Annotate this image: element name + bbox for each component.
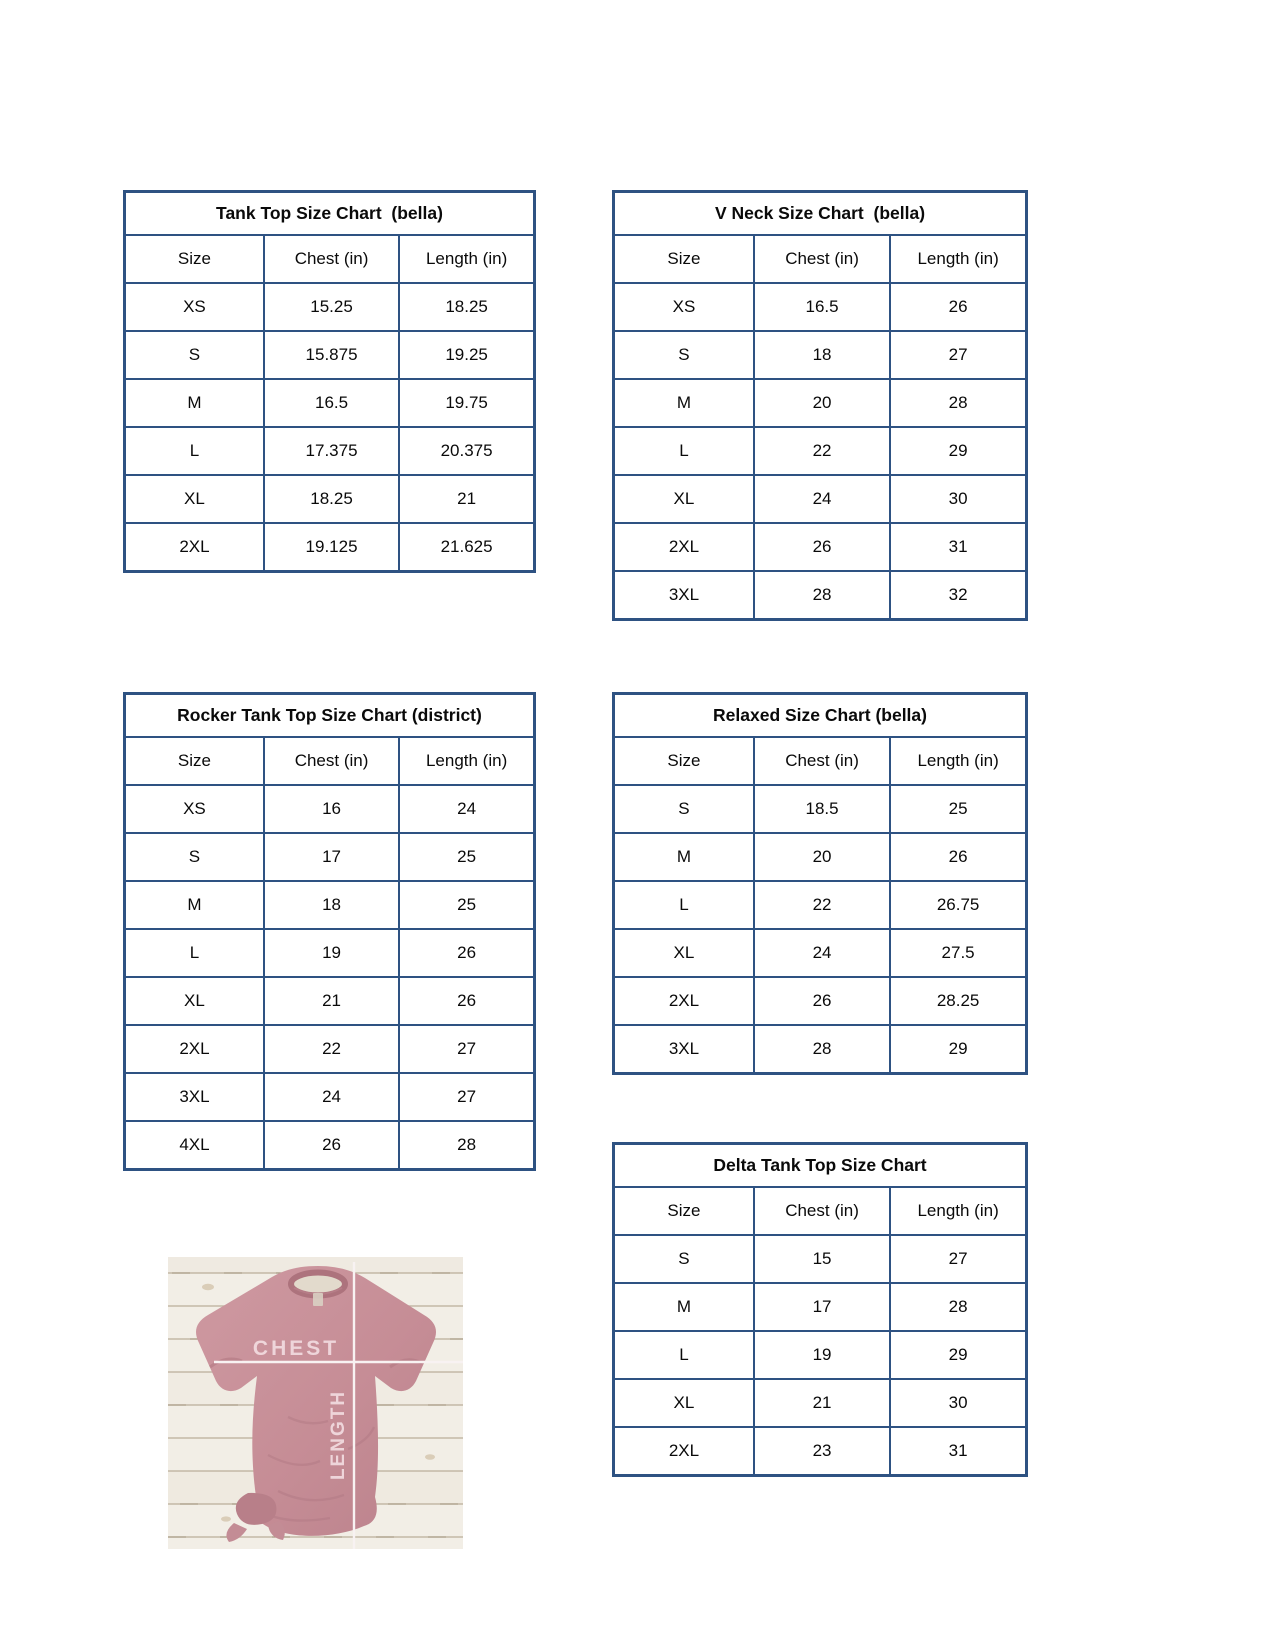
- length-cell: 27: [890, 331, 1026, 379]
- tshirt-collar: [291, 1273, 345, 1296]
- size-cell: M: [614, 833, 754, 881]
- size-cell: 2XL: [614, 1427, 754, 1476]
- length-cell: 29: [890, 1025, 1026, 1074]
- size-cell: 4XL: [125, 1121, 264, 1170]
- table-row: [614, 1427, 1027, 1476]
- table-row: [125, 1025, 535, 1073]
- neck-tag: [313, 1293, 323, 1306]
- length-cell: 32: [890, 571, 1026, 620]
- table-row: [614, 1283, 1027, 1331]
- table-row: [125, 833, 535, 881]
- table-rocker-tank-district: [123, 692, 536, 1171]
- table-relaxed-bella: [612, 692, 1028, 1075]
- chest-cell: 16.5: [754, 283, 890, 331]
- table-row: [614, 523, 1027, 571]
- size-cell: XL: [614, 475, 754, 523]
- chest-cell: 19.125: [264, 523, 399, 572]
- length-cell: 19.25: [399, 331, 534, 379]
- length-cell: 28: [399, 1121, 534, 1170]
- chest-cell: 23: [754, 1427, 890, 1476]
- table-v-neck-bella: [612, 190, 1028, 621]
- header-row: [614, 235, 1027, 283]
- size-cell: S: [614, 1235, 754, 1283]
- chest-cell: 18: [754, 331, 890, 379]
- column-header: Size: [614, 737, 754, 785]
- header-row: [614, 737, 1027, 785]
- size-cell: 3XL: [614, 1025, 754, 1074]
- length-cell: 29: [890, 427, 1026, 475]
- chest-cell: 16: [264, 785, 399, 833]
- chest-cell: 24: [264, 1073, 399, 1121]
- table-row: [614, 1331, 1027, 1379]
- chest-cell: 22: [754, 881, 890, 929]
- length-cell: 26: [399, 977, 534, 1025]
- column-header: Length (in): [890, 1187, 1026, 1235]
- length-cell: 20.375: [399, 427, 534, 475]
- chest-cell: 19: [754, 1331, 890, 1379]
- measurement-guide-photo: [168, 1257, 463, 1549]
- length-cell: 26: [890, 833, 1026, 881]
- chest-cell: 15: [754, 1235, 890, 1283]
- size-cell: 3XL: [125, 1073, 264, 1121]
- length-cell: 31: [890, 523, 1026, 571]
- chest-cell: 28: [754, 1025, 890, 1074]
- column-header: Length (in): [890, 235, 1026, 283]
- chest-cell: 18.5: [754, 785, 890, 833]
- table-row: [614, 427, 1027, 475]
- size-cell: M: [125, 881, 264, 929]
- size-cell: 3XL: [614, 571, 754, 620]
- length-cell: 25: [399, 881, 534, 929]
- chest-cell: 18: [264, 881, 399, 929]
- size-cell: XL: [125, 475, 264, 523]
- size-cell: XL: [614, 929, 754, 977]
- table-title: Tank Top Size Chart (bella): [125, 192, 535, 236]
- chest-cell: 22: [754, 427, 890, 475]
- table-delta-tank: [612, 1142, 1028, 1477]
- length-cell: 28: [890, 1283, 1026, 1331]
- table-row: [614, 1235, 1027, 1283]
- chest-measure-label: CHEST: [252, 1337, 340, 1360]
- size-cell: L: [125, 427, 264, 475]
- length-cell: 26: [399, 929, 534, 977]
- header-row: [614, 1187, 1027, 1235]
- chest-cell: 18.25: [264, 475, 399, 523]
- chest-cell: 20: [754, 833, 890, 881]
- table-title: Delta Tank Top Size Chart: [614, 1144, 1027, 1188]
- size-cell: L: [614, 881, 754, 929]
- table-row: [614, 1025, 1027, 1074]
- size-cell: XS: [125, 283, 264, 331]
- size-table: [612, 190, 1028, 621]
- size-cell: M: [125, 379, 264, 427]
- measurement-guide-graphic: [168, 1257, 463, 1549]
- length-cell: 29: [890, 1331, 1026, 1379]
- length-cell: 21: [399, 475, 534, 523]
- length-cell: 30: [890, 1379, 1026, 1427]
- chest-cell: 26: [754, 523, 890, 571]
- length-cell: 27.5: [890, 929, 1026, 977]
- length-measure-label: LENGTH: [328, 1389, 349, 1481]
- size-cell: L: [614, 427, 754, 475]
- column-header: Chest (in): [264, 235, 399, 283]
- chest-cell: 17: [264, 833, 399, 881]
- length-cell: 31: [890, 1427, 1026, 1476]
- length-cell: 30: [890, 475, 1026, 523]
- table-row: [614, 785, 1027, 833]
- length-cell: 27: [890, 1235, 1026, 1283]
- column-header: Chest (in): [754, 235, 890, 283]
- column-header: Size: [614, 1187, 754, 1235]
- table-row: [125, 785, 535, 833]
- chest-cell: 19: [264, 929, 399, 977]
- length-cell: 25: [890, 785, 1026, 833]
- chest-cell: 24: [754, 475, 890, 523]
- length-cell: 26.75: [890, 881, 1026, 929]
- column-header: Chest (in): [754, 737, 890, 785]
- table-title: V Neck Size Chart (bella): [614, 192, 1027, 236]
- table-title: Relaxed Size Chart (bella): [614, 694, 1027, 738]
- table-row: [614, 283, 1027, 331]
- chest-cell: 16.5: [264, 379, 399, 427]
- table-row: [614, 977, 1027, 1025]
- table-row: [125, 1121, 535, 1170]
- header-row: [125, 235, 535, 283]
- size-cell: S: [125, 331, 264, 379]
- column-header: Size: [614, 235, 754, 283]
- table-row: [125, 331, 535, 379]
- size-table: [123, 692, 536, 1171]
- size-table: [123, 190, 536, 573]
- size-cell: M: [614, 379, 754, 427]
- size-cell: 2XL: [125, 1025, 264, 1073]
- size-cell: S: [614, 785, 754, 833]
- length-cell: 25: [399, 833, 534, 881]
- column-header: Length (in): [890, 737, 1026, 785]
- table-row: [125, 427, 535, 475]
- chest-cell: 28: [754, 571, 890, 620]
- length-cell: 27: [399, 1073, 534, 1121]
- table-tank-top-bella: [123, 190, 536, 573]
- size-cell: XL: [614, 1379, 754, 1427]
- length-cell: 27: [399, 1025, 534, 1073]
- length-cell: 24: [399, 785, 534, 833]
- chest-cell: 15.25: [264, 283, 399, 331]
- chest-cell: 21: [754, 1379, 890, 1427]
- table-row: [614, 881, 1027, 929]
- length-cell: 28.25: [890, 977, 1026, 1025]
- column-header: Length (in): [399, 737, 534, 785]
- size-cell: 2XL: [125, 523, 264, 572]
- size-cell: M: [614, 1283, 754, 1331]
- table-row: [614, 475, 1027, 523]
- table-row: [614, 833, 1027, 881]
- column-header: Chest (in): [754, 1187, 890, 1235]
- table-row: [125, 881, 535, 929]
- size-table: [612, 1142, 1028, 1477]
- column-header: Size: [125, 235, 264, 283]
- length-cell: 18.25: [399, 283, 534, 331]
- table-row: [125, 523, 535, 572]
- header-row: [125, 737, 535, 785]
- table-row: [614, 331, 1027, 379]
- size-cell: S: [125, 833, 264, 881]
- table-title: Rocker Tank Top Size Chart (district): [125, 694, 535, 738]
- table-row: [125, 1073, 535, 1121]
- length-cell: 19.75: [399, 379, 534, 427]
- table-row: [125, 475, 535, 523]
- size-cell: S: [614, 331, 754, 379]
- length-cell: 28: [890, 379, 1026, 427]
- size-cell: L: [614, 1331, 754, 1379]
- column-header: Size: [125, 737, 264, 785]
- size-cell: 2XL: [614, 523, 754, 571]
- length-cell: 26: [890, 283, 1026, 331]
- table-row: [614, 379, 1027, 427]
- chest-cell: 17: [754, 1283, 890, 1331]
- chest-cell: 15.875: [264, 331, 399, 379]
- column-header: Length (in): [399, 235, 534, 283]
- table-row: [125, 929, 535, 977]
- chest-cell: 22: [264, 1025, 399, 1073]
- table-row: [125, 283, 535, 331]
- size-cell: XL: [125, 977, 264, 1025]
- size-cell: XS: [614, 283, 754, 331]
- chest-cell: 26: [264, 1121, 399, 1170]
- chest-cell: 24: [754, 929, 890, 977]
- column-header: Chest (in): [264, 737, 399, 785]
- table-row: [614, 1379, 1027, 1427]
- table-row: [125, 379, 535, 427]
- chest-cell: 26: [754, 977, 890, 1025]
- table-row: [614, 571, 1027, 620]
- length-cell: 21.625: [399, 523, 534, 572]
- chest-cell: 21: [264, 977, 399, 1025]
- table-row: [614, 929, 1027, 977]
- size-cell: L: [125, 929, 264, 977]
- size-cell: 2XL: [614, 977, 754, 1025]
- chest-cell: 20: [754, 379, 890, 427]
- chest-cell: 17.375: [264, 427, 399, 475]
- table-row: [125, 977, 535, 1025]
- size-cell: XS: [125, 785, 264, 833]
- size-table: [612, 692, 1028, 1075]
